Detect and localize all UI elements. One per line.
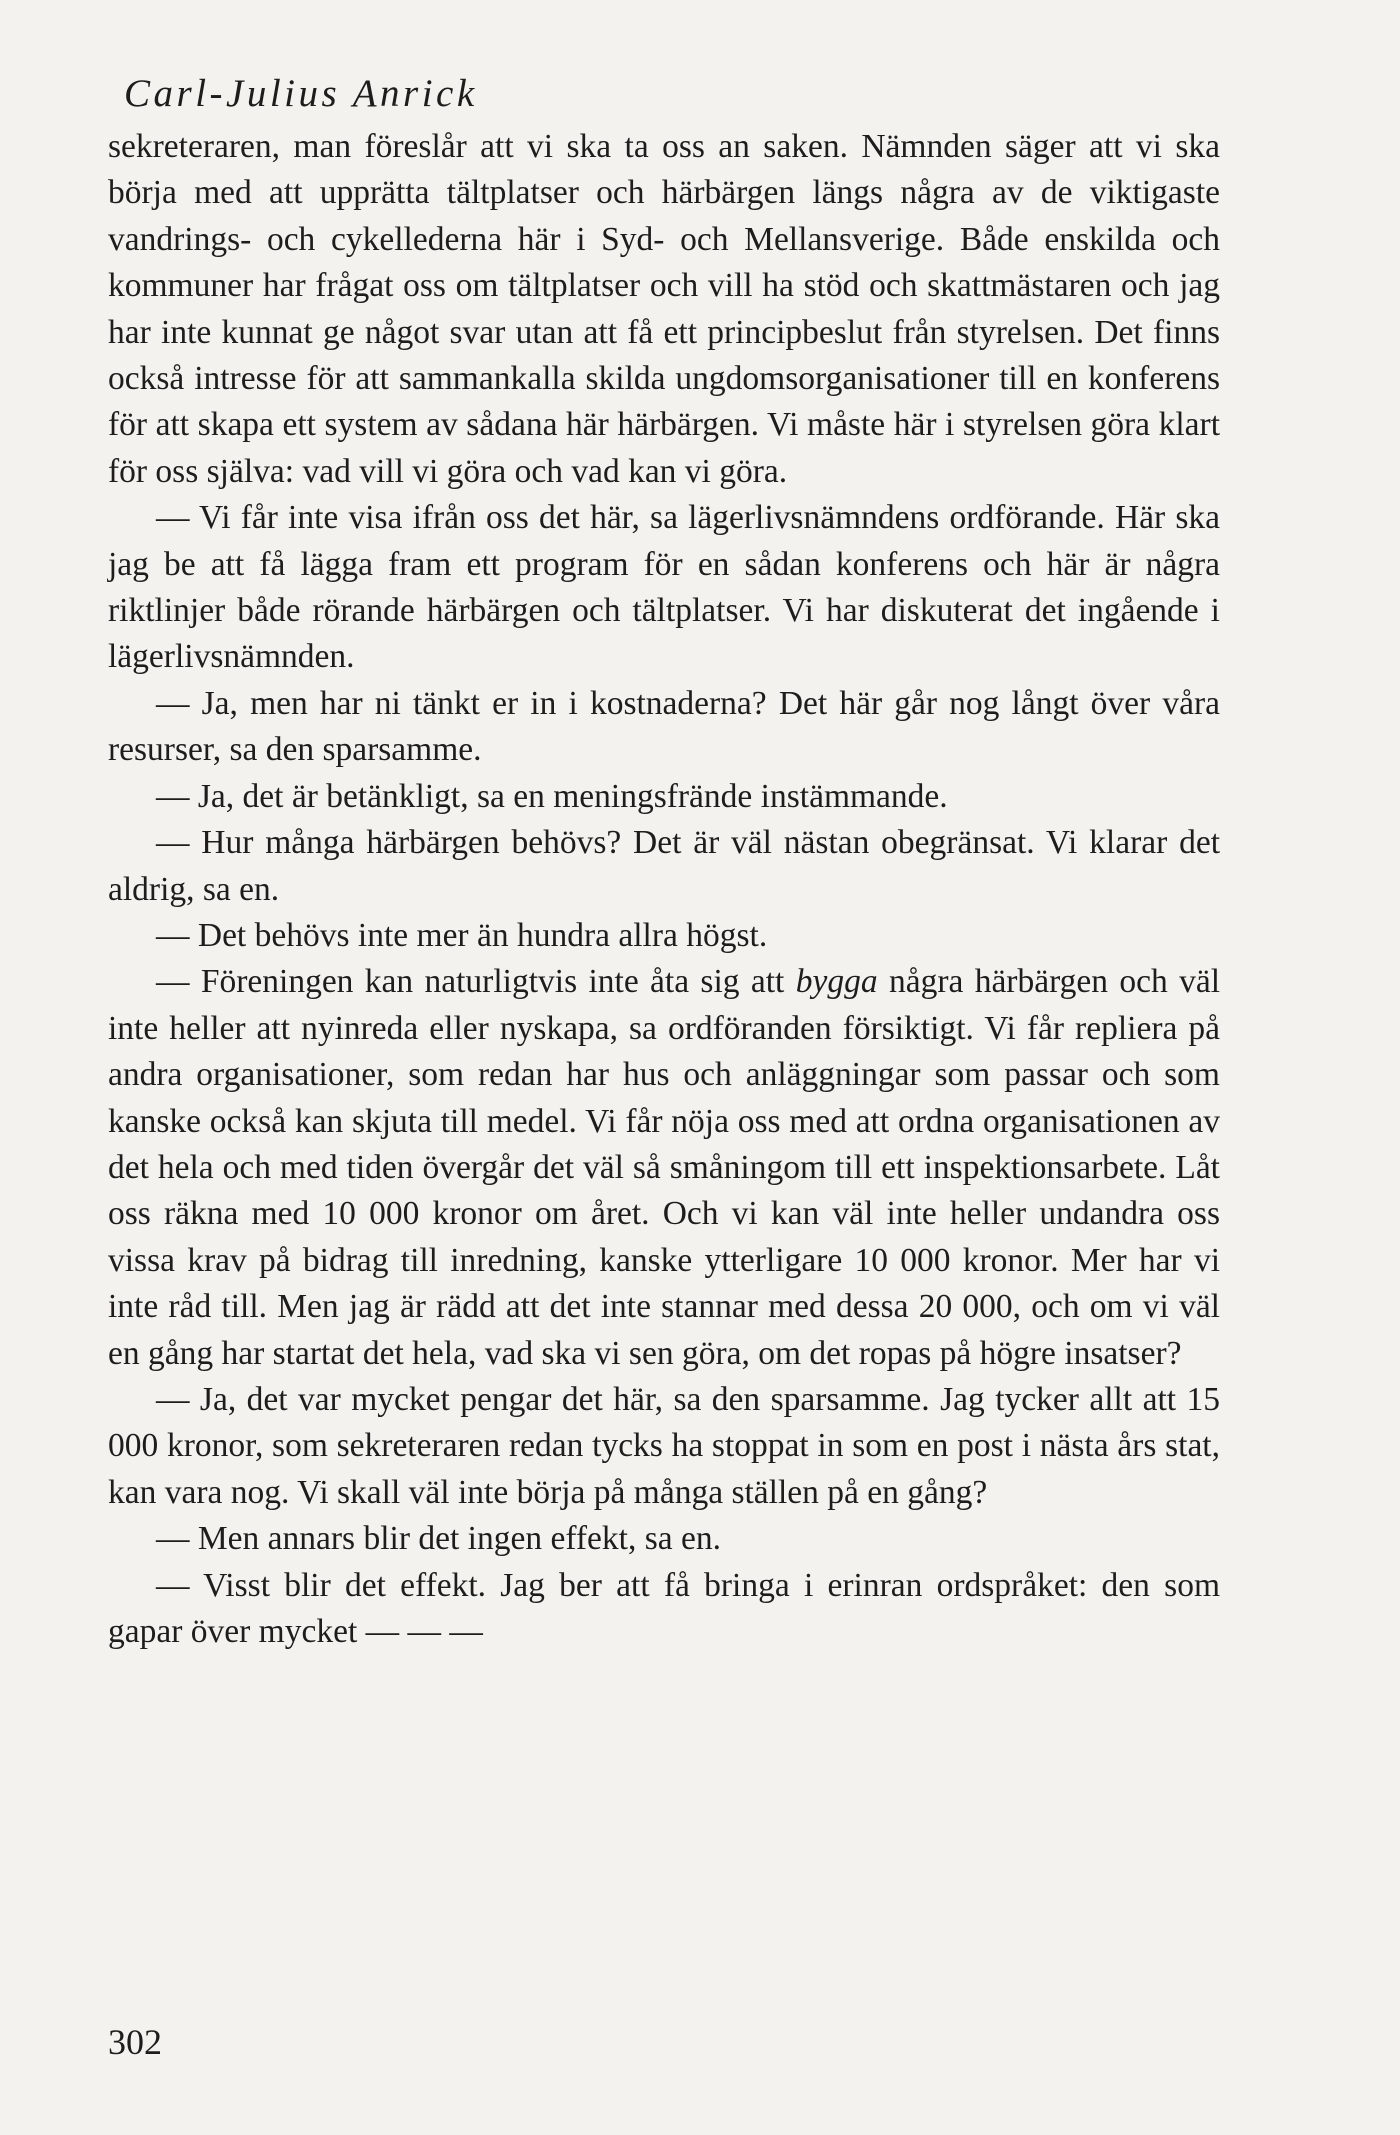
paragraph-text: — Föreningen kan naturligtvis inte åta sig att (156, 963, 796, 1001)
page-number: 302 (108, 2022, 162, 2062)
book-page (108, 70, 1220, 2080)
paragraph: — Ja, men har ni tänkt er in i kostnaderna? Det här går nog långt över våra resurser, sa den sparsamme. (108, 684, 1220, 769)
running-head-author: Carl-Julius Anrick (124, 72, 478, 115)
paragraph: — Ja, det är betänkligt, sa en meningsfrände instämmande. (156, 777, 948, 815)
paragraph (108, 959, 1220, 1377)
paragraph-text: några härbärgen och väl inte heller att nyinreda eller nyskapa, sa ordföranden försiktigt. Vi får repliera på andra organisationer, som redan har hus och anläggningar som passar och som kanske också kan skjuta till medel. Vi får nöja oss med att ordna organisationen av det hela och med tiden övergår det väl så småningom till ett inspektionsarbete. Låt oss räkna med 10 000 kronor om året. Och vi kan väl inte heller undandra oss vissa krav på bidrag till inredning, kanske ytterligare 10 000 kronor. Mer har vi inte råd till. Men jag är rädd att det inte stannar med dessa 20 000, och om vi väl en gång har startat det hela, vad ska vi sen göra, om det ropas på högre insatser? (108, 963, 1220, 1372)
paragraph: — Hur många härbärgen behövs? Det är väl nästan obegränsat. Vi klarar det aldrig, sa en. (108, 824, 1220, 908)
paragraph: — Det behövs inte mer än hundra allra högst. (156, 916, 768, 954)
paragraph: — Ja, det var mycket pengar det här, sa den sparsamme. Jag tycker allt att 15 000 kronor, som sekreteraren redan tycks ha stoppat in som en post i nästa års stat, kan vara nog. Vi skall väl inte börja på många ställen på en gång? (108, 1380, 1220, 1511)
paragraph: sekreteraren, man föreslår att vi ska ta oss an saken. Nämnden säger att vi ska börja med att upprätta tältplatser och härbärgen längs några av de viktigaste vandrings- och cykellederna här i Syd- och Mellansverige. Både enskilda och kommuner har frågat oss om tältplatser och vill ha stöd och skattmästaren och jag har inte kunnat ge något svar utan att få ett principbeslut från styrelsen. Det finns också intresse för att sammankalla skilda ungdomsorganisationer till en konferens för att skapa ett system av sådana här härbärgen. Vi måste här i styrelsen göra klart för oss själva: vad vill vi göra och vad kan vi göra. (108, 128, 1220, 490)
paragraph: — Vi får inte visa ifrån oss det här, sa lägerlivsnämndens ordförande. Här ska jag be att få lägga fram ett program för en sådan konferens och här är några riktlinjer både rörande härbärgen och tältplatser. Vi har diskuterat det ingående i lägerlivsnämnden. (108, 499, 1220, 676)
paragraph: — Visst blir det effekt. Jag ber att få bringa i erinran ordspråket: den som gapar över mycket — — — (108, 1566, 1220, 1650)
body-text (108, 124, 1220, 1655)
paragraph: — Men annars blir det ingen effekt, sa en. (156, 1520, 721, 1558)
emphasized-word: bygga (795, 963, 878, 1001)
